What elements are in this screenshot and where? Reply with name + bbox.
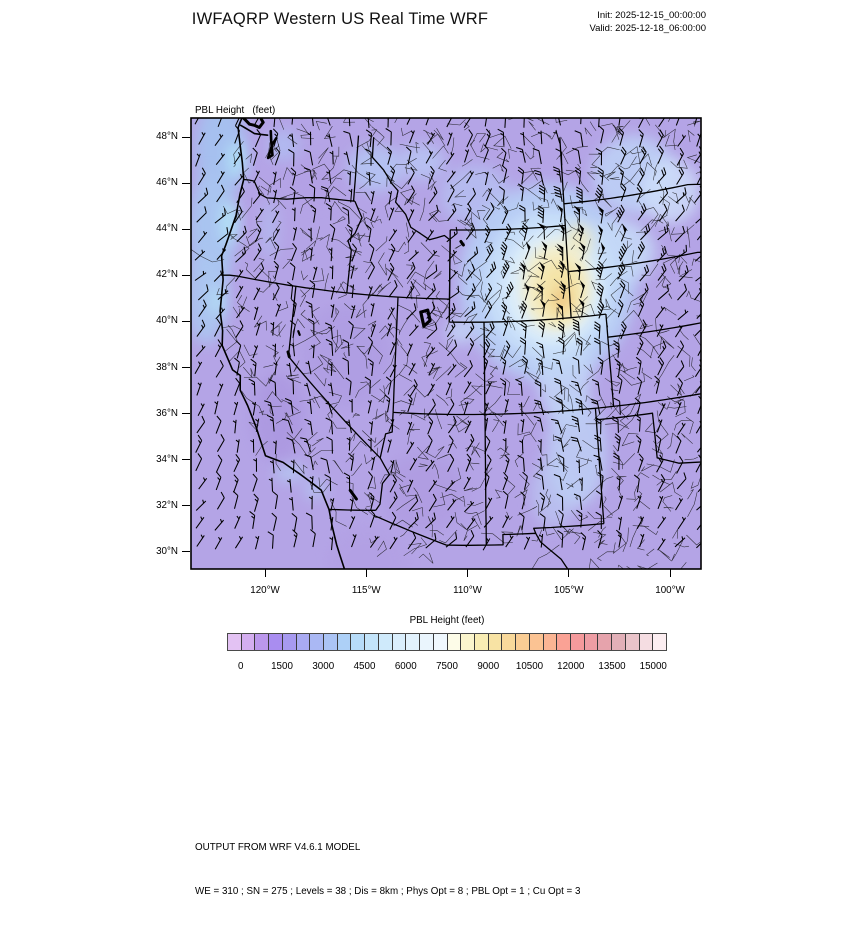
colorbar-cell (530, 634, 544, 650)
lat-tick-label: 44°N (156, 223, 178, 235)
lon-tick-mark (568, 569, 569, 577)
yellowstone-lake (461, 242, 464, 246)
lat-tick-mark (182, 183, 190, 184)
page-title: IWFAQRP Western US Real Time WRF (191, 10, 489, 28)
lat-tick-mark (182, 229, 190, 230)
colorbar-cell (516, 634, 530, 650)
colorbar-cell (571, 634, 585, 650)
lon-tick-mark (366, 569, 367, 577)
lat-tick-mark (182, 321, 190, 322)
lat-tick-mark (182, 413, 190, 414)
footer-model-line: OUTPUT FROM WRF V4.6.1 MODEL (195, 842, 361, 853)
colorbar-cell (489, 634, 503, 650)
colorbar (227, 633, 667, 651)
lat-tick-label: 48°N (156, 131, 178, 142)
lon-tick-label: 100°W (655, 585, 685, 596)
colorbar-cell (448, 634, 462, 650)
colorbar-cell (557, 634, 571, 650)
colorbar-cell (461, 634, 475, 650)
colorbar-cell (653, 634, 666, 650)
colorbar-cell (585, 634, 599, 650)
lat-tick-label: 34°N (156, 453, 178, 465)
footer-config-line: WE = 310 ; SN = 275 ; Levels = 38 ; Dis = 8km ; Phys Opt = 8 ; PBL Opt = 1 ; Cu Opt = 3 (195, 885, 581, 897)
lon-tick-mark (467, 569, 468, 577)
colorbar-cell (283, 634, 297, 650)
colorbar-cell (269, 634, 283, 650)
colorbar-cell (406, 634, 420, 650)
colorbar-tick-label: 15000 (639, 661, 667, 672)
lake-tahoe (288, 352, 289, 357)
lon-tick-mark (670, 569, 671, 577)
lat-tick-label: 40°N (156, 315, 178, 327)
colorbar-tick-label: 7500 (436, 661, 458, 672)
colorbar-cell (612, 634, 626, 650)
lat-tick-mark (182, 137, 190, 138)
lat-tick-label: 38°N (156, 361, 178, 373)
colorbar-cell (338, 634, 352, 650)
colorbar-cell (475, 634, 489, 650)
field-label-pbl: PBL Height (feet) (195, 105, 276, 116)
init-timestamp: Init: 2025-12-15_00:00:00 (597, 10, 706, 21)
colorbar-cell (297, 634, 311, 650)
colorbar-cell (324, 634, 338, 650)
lat-tick-label: 30°N (156, 545, 178, 557)
colorbar-cell (420, 634, 434, 650)
colorbar-cell (626, 634, 640, 650)
lat-tick-mark (182, 551, 190, 552)
lon-tick-label: 115°W (351, 585, 381, 596)
colorbar-title: PBL Height (feet) (409, 615, 485, 626)
colorbar-tick-label: 12000 (557, 661, 585, 672)
lat-tick-mark (182, 505, 190, 506)
lat-tick-label: 32°N (156, 499, 178, 511)
lat-tick-label: 36°N (156, 407, 178, 419)
colorbar-cell (228, 634, 242, 650)
valid-timestamp: Valid: 2025-12-18_06:00:00 (589, 22, 706, 34)
lon-tick-mark (265, 569, 266, 577)
colorbar-cell (310, 634, 324, 650)
colorbar-tick-label: 0 (238, 661, 244, 672)
colorbar-cell (255, 634, 269, 650)
colorbar-tick-label: 13500 (598, 661, 626, 672)
colorbar-cell (393, 634, 407, 650)
colorbar-tick-label: 6000 (394, 661, 417, 672)
colorbar-cell (640, 634, 654, 650)
lat-tick-mark (182, 275, 190, 276)
colorbar-cell (365, 634, 379, 650)
colorbar-cell (434, 634, 448, 650)
colorbar-cell (351, 634, 365, 650)
pyramid-lake (298, 331, 299, 335)
colorbar-tick-label: 1500 (271, 661, 293, 672)
colorbar-tick-label: 10500 (515, 661, 544, 672)
colorbar-tick-label: 4500 (353, 661, 376, 672)
colorbar-cell (242, 634, 256, 650)
lon-tick-label: 105°W (553, 585, 584, 596)
colorbar-cell (598, 634, 612, 650)
lon-tick-label: 120°W (250, 585, 280, 596)
lon-tick-label: 110°W (453, 585, 482, 596)
colorbar-cell (544, 634, 558, 650)
lat-tick-mark (182, 367, 190, 368)
map-layers (186, 98, 753, 596)
lat-tick-label: 42°N (156, 269, 178, 281)
colorbar-cell (502, 634, 516, 650)
colorbar-tick-label: 3000 (312, 661, 335, 672)
colorbar-tick-label: 9000 (477, 661, 500, 672)
colorbar-cell (379, 634, 393, 650)
footer-block (195, 812, 580, 928)
lat-tick-label: 46°N (156, 177, 178, 189)
lat-tick-mark (182, 459, 190, 460)
